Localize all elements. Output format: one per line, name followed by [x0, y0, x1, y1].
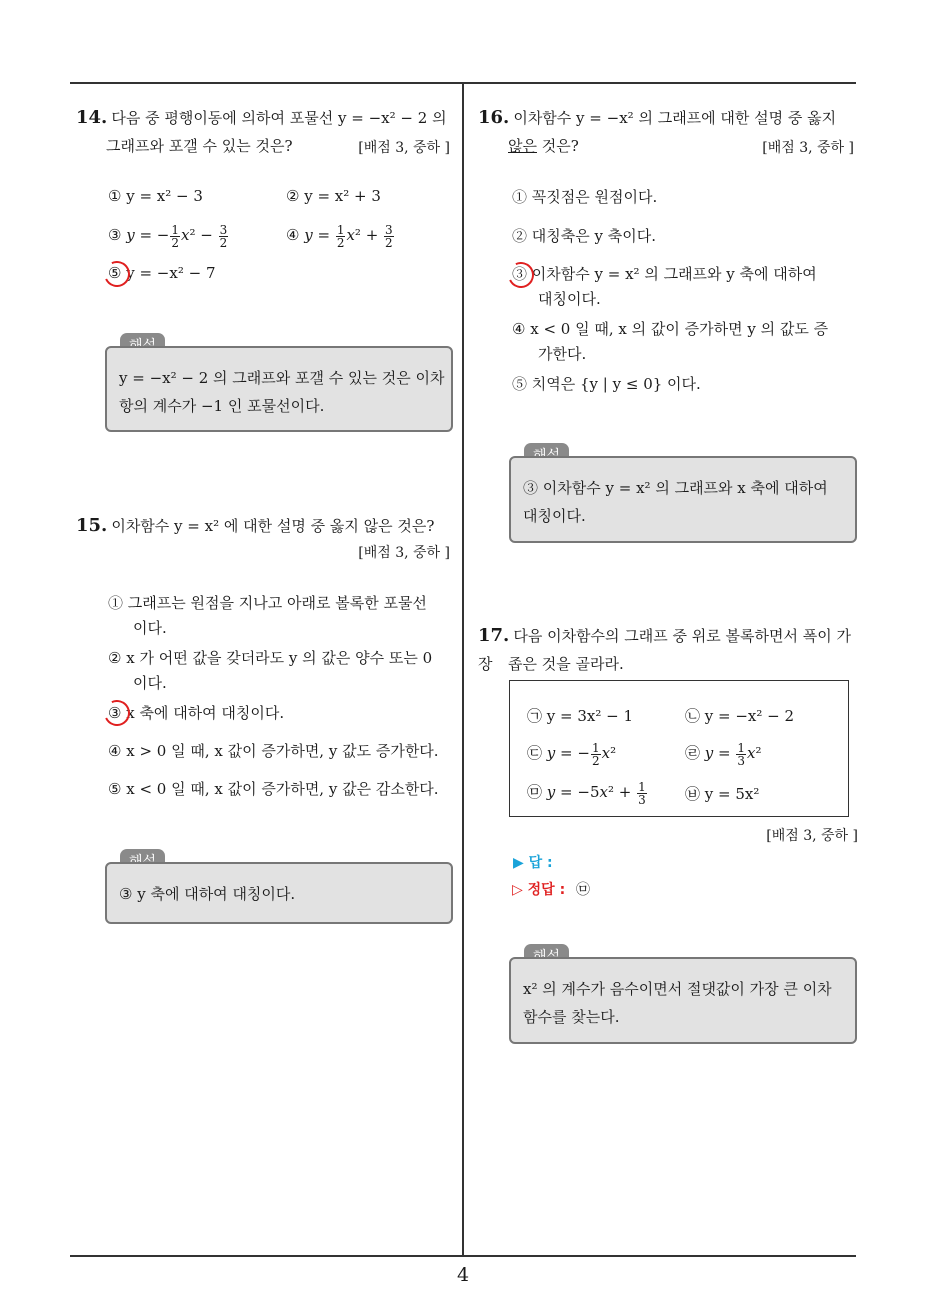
q16-option-3[interactable]: ③ 이차함수 y = x² 의 그래프와 y 축에 대하여 — [512, 265, 817, 283]
q14-option-1[interactable]: ① y = x² − 3 — [108, 187, 203, 205]
question-16-stem — [478, 104, 858, 132]
question-14-number: 14. — [76, 107, 108, 128]
question-17-number: 17. — [478, 625, 510, 646]
q16-explanation-box — [509, 456, 857, 543]
correct-answer-label: ▷ 정답 : — [512, 882, 566, 898]
q16-option-2[interactable]: ② 대칭축은 y 축이다. — [512, 227, 656, 245]
question-16-emphasis: 않은 — [508, 137, 537, 155]
q15-option-2[interactable]: ② x 가 어떤 값을 갖더라도 y 의 값은 양수 또는 0 — [108, 649, 433, 667]
correct-answer-value: ㉤ — [576, 882, 591, 898]
q15-option-3[interactable]: ③ x 축에 대하여 대칭이다. — [108, 704, 285, 722]
q14-option-5[interactable]: ⑤ y = −x² − 7 — [108, 264, 216, 282]
q15-option-4[interactable]: ④ x > 0 일 때, x 값이 증가하면, y 값도 증가한다. — [108, 742, 439, 760]
q14-explanation-box — [105, 346, 453, 432]
q15-explanation: ③ y 축에 대하여 대칭이다. — [119, 885, 296, 903]
q15-option-5[interactable]: ⑤ x < 0 일 때, x 값이 증가하면, y 값은 감소한다. — [108, 780, 439, 798]
q16-option-4[interactable]: ④ x < 0 일 때, x 의 값이 증가하면 y 의 값도 증 — [512, 320, 829, 338]
q17-explanation-line2: 함수를 찾는다. — [523, 1008, 620, 1026]
q16-explanation-line2: 대칭이다. — [523, 507, 586, 525]
question-15-number: 15. — [76, 515, 108, 536]
q15-option-2-cont: 이다. — [133, 674, 167, 692]
q17-choice-4: ㉣ y = $\frac{1}{3}$ x² — [685, 740, 762, 768]
q16-option-3-cont: 대칭이다. — [538, 290, 601, 308]
q14-explanation-line1: y = −x² − 2 의 그래프와 포갤 수 있는 것은 이차 — [119, 369, 445, 387]
q17-choice-2: ㉡ y = −x² − 2 — [685, 707, 795, 725]
q15-option-1-cont: 이다. — [133, 619, 167, 637]
q17-choice-5: ㉤ y = −5x² + $\frac{1}{3}$ — [527, 779, 646, 807]
question-15-line1: 이차함수 y = x² 에 대한 설명 중 옳지 않은 것은? — [111, 517, 435, 535]
bottom-rule — [70, 1255, 856, 1257]
question-14-stem — [76, 104, 456, 132]
question-15-points: [배점 3, 중하 ] — [358, 545, 450, 561]
q16-option-4-cont: 가한다. — [538, 345, 587, 363]
question-15-stem — [76, 512, 456, 540]
question-16-number: 16. — [478, 107, 510, 128]
question-17-line1: 다음 이차함수의 그래프 중 위로 볼록하면서 폭이 가장 — [478, 627, 851, 673]
q16-explanation-line1: ③ 이차함수 y = x² 의 그래프와 x 축에 대하여 — [523, 479, 828, 497]
q14-option-3[interactable]: ③ y = − $\frac{1}{2}$ x² − $\frac{3}{2}$ — [108, 222, 228, 250]
q16-option-5[interactable]: ⑤ 치역은 {y | y ≤ 0} 이다. — [512, 375, 701, 393]
q15-option-1[interactable]: ① 그래프는 원점을 지나고 아래로 볼록한 포물선 — [108, 594, 427, 612]
question-14-line2: 그래프와 포갤 수 있는 것은? — [106, 137, 293, 155]
q14-option-2[interactable]: ② y = x² + 3 — [286, 187, 381, 205]
question-16-points: [배점 3, 중하 ] — [762, 140, 854, 156]
question-14-points: [배점 3, 중하 ] — [358, 140, 450, 156]
q17-choice-3: ㉢ y = − $\frac{1}{2}$ x² — [527, 740, 617, 768]
q14-explanation-line2: 항의 계수가 −1 인 포물선이다. — [119, 397, 325, 415]
column-divider — [462, 83, 464, 1256]
q15-explanation-box — [105, 862, 453, 924]
q17-explanation-box — [509, 957, 857, 1044]
question-16-line2 — [508, 132, 579, 160]
question-17-points: [배점 3, 중하 ] — [766, 828, 858, 844]
q16-option-1[interactable]: ① 꼭짓점은 원점이다. — [512, 188, 658, 206]
question-16-line1: 이차함수 y = −x² 의 그래프에 대한 설명 중 옳지 — [513, 109, 837, 127]
question-14-line1: 다음 중 평행이동에 의하여 포물선 y = −x² − 2 의 — [111, 109, 447, 127]
answer-label: ▶ 답 : — [513, 855, 553, 871]
q17-explanation-line1: x² 의 계수가 음수이면서 절댓값이 가장 큰 이차 — [523, 980, 832, 998]
q17-choice-6: ㉥ y = 5x² — [685, 785, 760, 803]
question-17-line2: 좁은 것을 골라라. — [508, 655, 624, 673]
question-16-line2-rest: 것은? — [536, 137, 579, 155]
page-number: 4 — [456, 1264, 470, 1286]
q17-choice-1: ㉠ y = 3x² − 1 — [527, 707, 634, 725]
correct-answer-row — [512, 879, 590, 899]
q14-option-4[interactable]: ④ y = $\frac{1}{2}$ x² + $\frac{3}{2}$ — [286, 222, 393, 250]
